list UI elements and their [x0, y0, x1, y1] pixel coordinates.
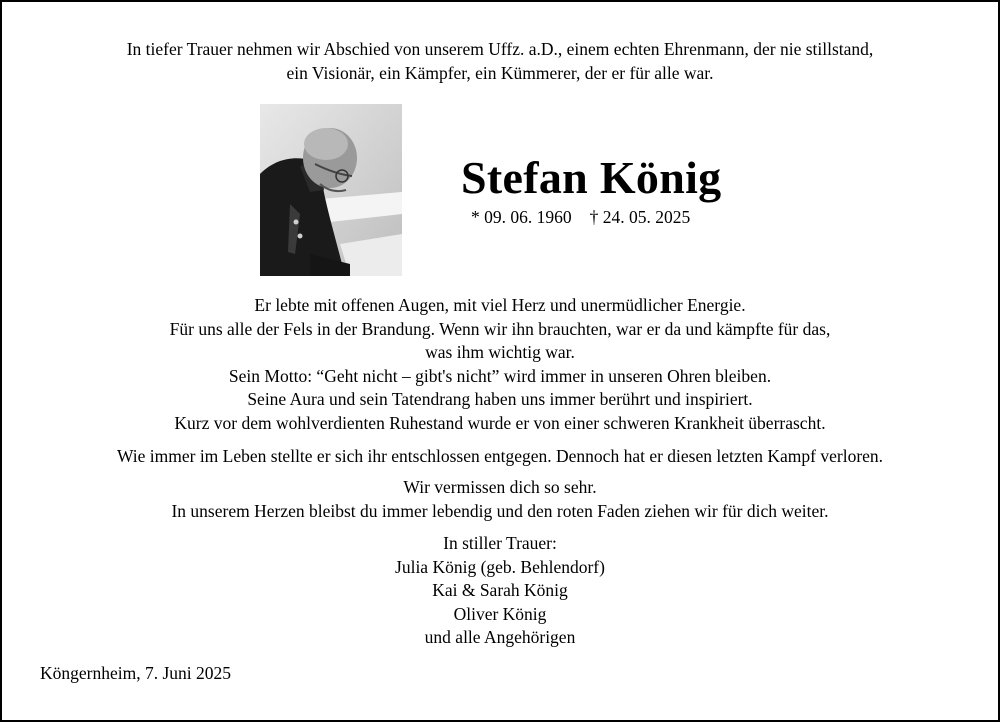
intro-text [2, 38, 998, 85]
deceased-name: Stefan König [461, 152, 722, 203]
mourner-name: Oliver König [453, 603, 547, 624]
mourner-name: und alle Angehörigen [424, 627, 576, 647]
death-date: † 24. 05. 2025 [589, 207, 691, 227]
birth-date: * 09. 06. 1960 [471, 207, 572, 227]
mourners-list [2, 532, 998, 650]
struggle-line: Wie immer im Leben stellte er sich ihr entschlossen entgegen. Dennoch hat er diesen letzten Kampf verloren. [116, 446, 884, 466]
farewell-line: Wir vermissen dich so sehr. [403, 477, 597, 497]
life-dates [471, 206, 690, 229]
farewell-paragraph [2, 476, 998, 523]
mourner-name: Kai & Sarah König [432, 580, 568, 600]
tribute-line: Seine Aura und sein Tatendrang haben uns immer berührt und inspiriert. [247, 389, 753, 409]
struggle-paragraph [2, 445, 998, 469]
intro-line: In tiefer Trauer nehmen wir Abschied von unserem Uffz. a.D., einem echten Ehrenmann, der nie stillstand, [126, 39, 874, 59]
intro-line: ein Visionär, ein Kämpfer, ein Kümmerer, der er für alle war. [286, 62, 714, 83]
mourner-name: Julia König (geb. Behlendorf) [395, 556, 605, 577]
tribute-line: Für uns alle der Fels in der Brandung. Wenn wir ihn brauchten, war er da und kämpfte für das, [169, 318, 831, 339]
tribute-paragraph [2, 294, 998, 435]
tribute-line: was ihm wichtig war. [425, 342, 575, 362]
tribute-line: Sein Motto: “Geht nicht – gibt's nicht” wird immer in unseren Ohren bleiben. [228, 365, 772, 386]
portrait-image [260, 104, 402, 276]
portrait-photo [260, 104, 402, 276]
farewell-line: In unserem Herzen bleibst du immer lebendig und den roten Faden ziehen wir für dich weiter. [171, 500, 829, 521]
tribute-line: Er lebte mit offenen Augen, mit viel Herz und unermüdlicher Energie. [254, 295, 746, 315]
mourners-heading: In stiller Trauer: [443, 533, 557, 553]
place-and-date: Köngernheim, 7. Juni 2025 [40, 663, 232, 683]
tribute-line: Kurz vor dem wohlverdienten Ruhestand wurde er von einer schweren Krankheit überrascht. [174, 412, 826, 433]
